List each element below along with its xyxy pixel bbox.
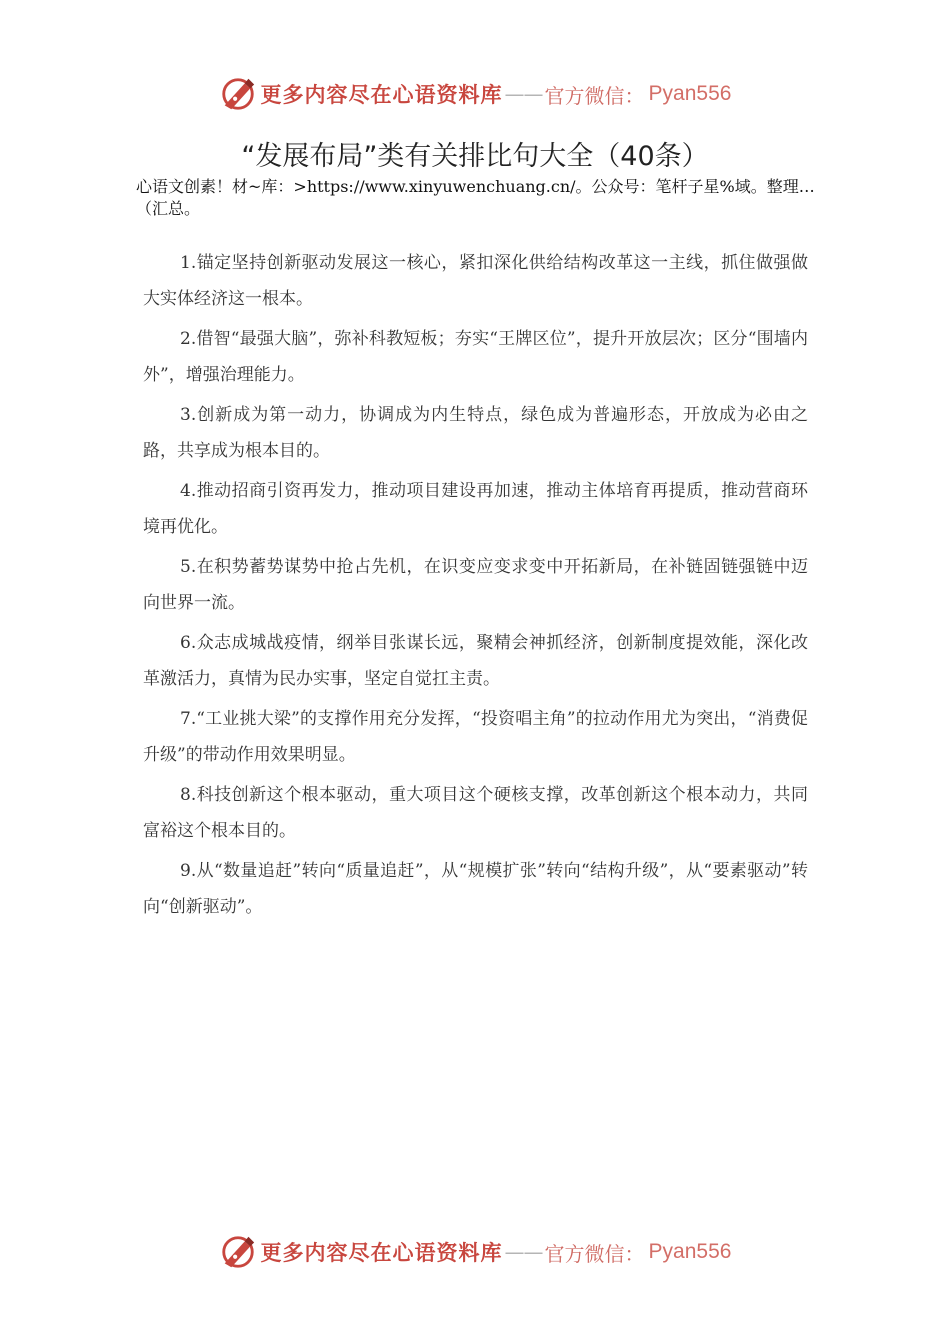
list-item: 7.“工业挑大梁”的支撑作用充分发挥，“投资唱主角”的拉动作用尤为突出，“消费促升级”的带动作用效果明显。: [143, 709, 808, 765]
banner-wechat-label: 官方微信：: [544, 1241, 645, 1266]
list-item: 4.推动招商引资再发力，推动项目建设再加速，推动主体培育再提质，推动营商环境再优化。: [143, 481, 808, 537]
banner-slogan: 更多内容尽在心语资料库: [260, 82, 503, 107]
banner-slogan: 更多内容尽在心语资料库: [260, 1240, 503, 1265]
banner-wechat-id: Pyan556: [648, 82, 732, 105]
header-banner: [0, 72, 950, 116]
banner-dash: ——: [504, 1240, 543, 1264]
list-item: 3.创新成为第一动力，协调成为内生特点，绿色成为普遍形态，开放成为必由之路，共享成为根本目的。: [143, 405, 808, 461]
pen-nib-logo-icon: [219, 75, 257, 113]
page-title: “发展布局”类有关排比句大全（40条）: [241, 141, 709, 172]
source-line: 心语文创素！材~库：>https://www.xinyuwenchuang.cn/。公众号：笔杆子星%域。整理…（汇总。: [136, 177, 815, 218]
sentence-list: [143, 245, 808, 929]
list-item: 9.从“数量追赶”转向“质量追赶”，从“规模扩张”转向“结构升级”，从“要素驱动”转向“创新驱动”。: [143, 861, 808, 917]
footer-banner: [0, 1230, 950, 1274]
pen-nib-logo-icon: [219, 1233, 257, 1271]
banner-dash: ——: [504, 82, 543, 106]
banner-wechat-id: Pyan556: [648, 1240, 732, 1263]
list-item: 2.借智“最强大脑”，弥补科教短板；夯实“王牌区位”，提升开放层次；区分“围墙内外”，增强治理能力。: [143, 329, 808, 385]
list-item: 8.科技创新这个根本驱动，重大项目这个硬核支撑，改革创新这个根本动力，共同富裕这个根本目的。: [143, 785, 808, 841]
banner-wechat-label: 官方微信：: [544, 83, 645, 108]
list-item: 6.众志成城战疫情，纲举目张谋长远，聚精会神抓经济，创新制度提效能，深化改革激活力，真情为民办实事，坚定自觉扛主责。: [143, 633, 808, 689]
list-item: 1.锚定坚持创新驱动发展这一核心，紧扣深化供给结构改革这一主线，抓住做强做大实体经济这一根本。: [143, 253, 808, 309]
list-item: 5.在积势蓄势谋势中抢占先机，在识变应变求变中开拓新局，在补链固链强链中迈向世界一流。: [143, 557, 808, 613]
